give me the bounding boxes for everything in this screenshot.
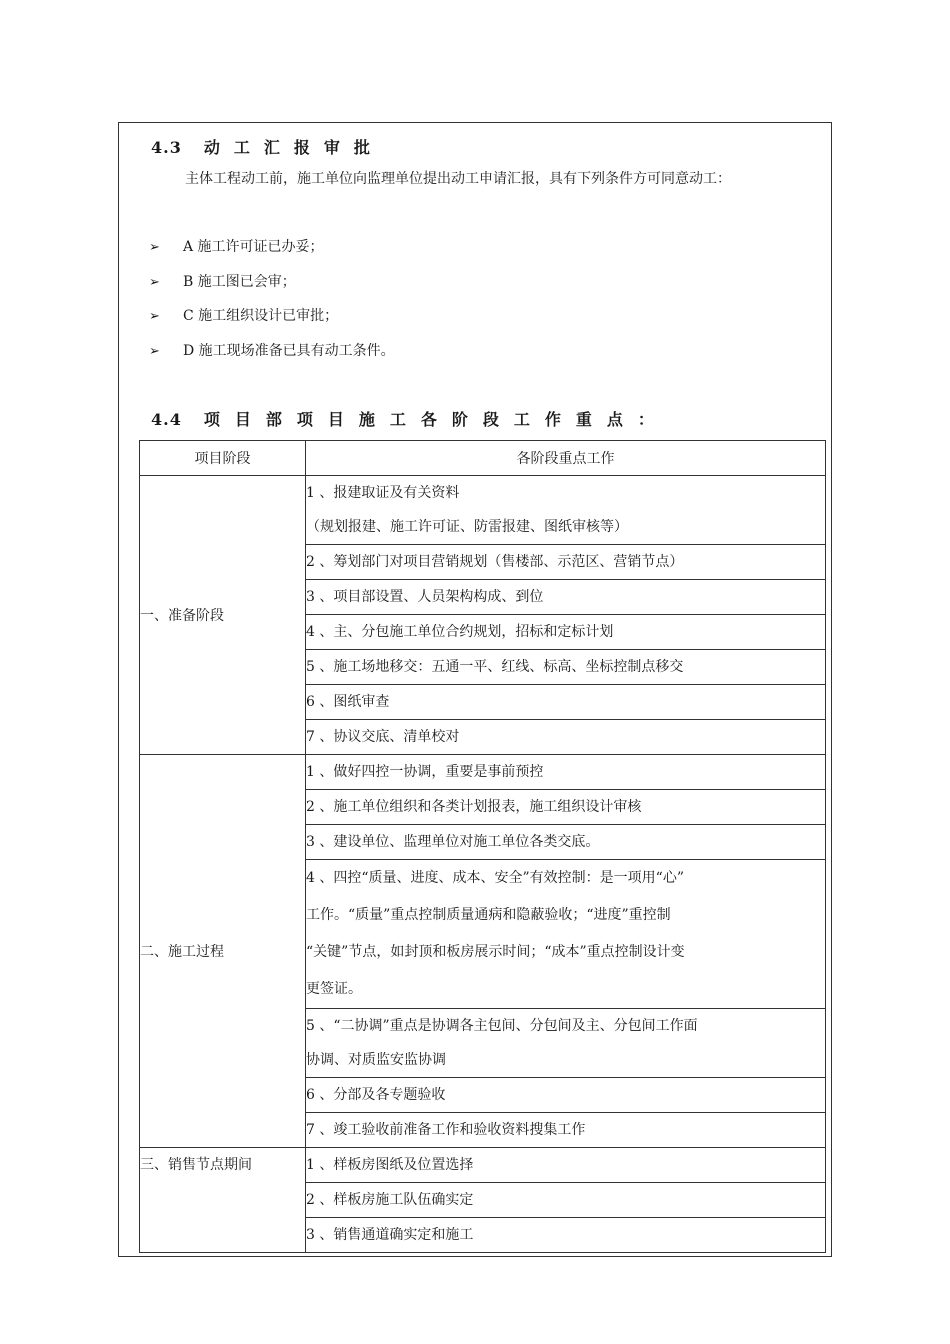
- work-item: [306, 580, 826, 615]
- work-item-line: 2 、样板房施工队伍确实定: [306, 1192, 474, 1208]
- work-item-line: 3 、建设单位、监理单位对施工单位各类交底。: [306, 834, 600, 850]
- list-item: ➢ B 施工图已会审；: [149, 265, 395, 300]
- work-item: [306, 1218, 826, 1253]
- work-item: [306, 685, 826, 720]
- stage-work-table: [139, 440, 826, 1253]
- section-title: 动工汇报审批: [203, 138, 384, 157]
- stage-name: 二、施工过程: [140, 755, 306, 1148]
- condition-list: [149, 230, 395, 368]
- work-item-line: 1 、样板房图纸及位置选择: [306, 1157, 474, 1173]
- work-item-line: 5 、施工场地移交：五通一平、红线、标高、坐标控制点移交: [306, 659, 684, 675]
- work-item-line: 工作。“质量”重点控制质量通病和隐蔽验收；“进度”重控制: [306, 907, 671, 923]
- work-item-line: 3 、项目部设置、人员架构构成、到位: [306, 589, 544, 605]
- work-item-line: 4 、四控“质量、进度、成本、安全”有效控制：是一项用“心”: [306, 870, 684, 886]
- table-row: [140, 476, 826, 545]
- work-item: [306, 476, 826, 545]
- section-4-3-paragraph: 主体工程动工前，施工单位向监理单位提出动工申请汇报，具有下列条件方可同意动工：: [185, 171, 731, 187]
- list-item: ➢ D 施工现场准备已具有动工条件。: [149, 334, 395, 369]
- work-item-line: 1 、做好四控一协调，重要是事前预控: [306, 764, 544, 780]
- section-title: 项目部项目施工各阶段工作重点：: [203, 410, 669, 429]
- section-4-4-heading: [151, 407, 669, 430]
- arrow-bullet-icon: ➢: [149, 274, 160, 290]
- work-item: [306, 860, 826, 1009]
- work-item: [306, 650, 826, 685]
- section-number: 4.4: [151, 410, 182, 429]
- work-item-line: 2 、筹划部门对项目营销规划（售楼部、示范区、营销节点）: [306, 554, 684, 570]
- work-item: [306, 1183, 826, 1218]
- table-header-row: [140, 441, 826, 476]
- work-item: [306, 755, 826, 790]
- work-item-line: 7 、竣工验收前准备工作和验收资料搜集工作: [306, 1122, 586, 1138]
- arrow-bullet-icon: ➢: [149, 309, 160, 324]
- work-item-line: 6 、图纸审查: [306, 694, 390, 710]
- work-item: [306, 1113, 826, 1148]
- work-item-line: 3 、销售通道确实定和施工: [306, 1227, 474, 1243]
- list-item: ➢ C 施工组织设计已审批；: [149, 299, 395, 334]
- section-4-3-heading: [151, 135, 384, 158]
- work-item-line: 4 、主、分包施工单位合约规划，招标和定标计划: [306, 624, 614, 640]
- work-item: [306, 825, 826, 860]
- header-work: 各阶段重点工作: [306, 441, 826, 476]
- work-item-line: 6 、分部及各专题验收: [306, 1087, 446, 1103]
- work-item: [306, 545, 826, 580]
- work-item: [306, 790, 826, 825]
- work-item-line: 2 、施工单位组织和各类计划报表，施工组织设计审核: [306, 799, 642, 815]
- work-item-line: 1 、报建取证及有关资料: [306, 485, 460, 501]
- work-item: [306, 1009, 826, 1078]
- section-number: 4.3: [151, 138, 182, 157]
- header-stage: 项目阶段: [140, 441, 306, 476]
- table-row: [140, 1148, 826, 1183]
- arrow-bullet-icon: ➢: [149, 240, 160, 255]
- work-item: [306, 615, 826, 650]
- work-item-line: 7 、协议交底、清单校对: [306, 729, 460, 745]
- work-item-line: （规划报建、施工许可证、防雷报建、图纸审核等）: [306, 519, 628, 535]
- stage-name: 三、销售节点期间: [140, 1148, 306, 1253]
- work-item: [306, 720, 826, 755]
- stage-name: 一、准备阶段: [140, 476, 306, 755]
- work-item-line: 更签证。: [306, 981, 362, 997]
- work-item-line: 5 、“二协调”重点是协调各主包间、分包间及主、分包间工作面: [306, 1018, 698, 1034]
- arrow-bullet-icon: ➢: [149, 343, 160, 359]
- work-item: [306, 1148, 826, 1183]
- list-item: ➢ A 施工许可证已办妥；: [149, 230, 395, 265]
- document-frame: [118, 122, 832, 1257]
- work-item-line: “关键”节点，如封顶和板房展示时间；“成本”重点控制设计变: [306, 944, 685, 960]
- work-item: [306, 1078, 826, 1113]
- work-item-line: 协调、对质监安监协调: [306, 1052, 446, 1068]
- table-row: [140, 755, 826, 790]
